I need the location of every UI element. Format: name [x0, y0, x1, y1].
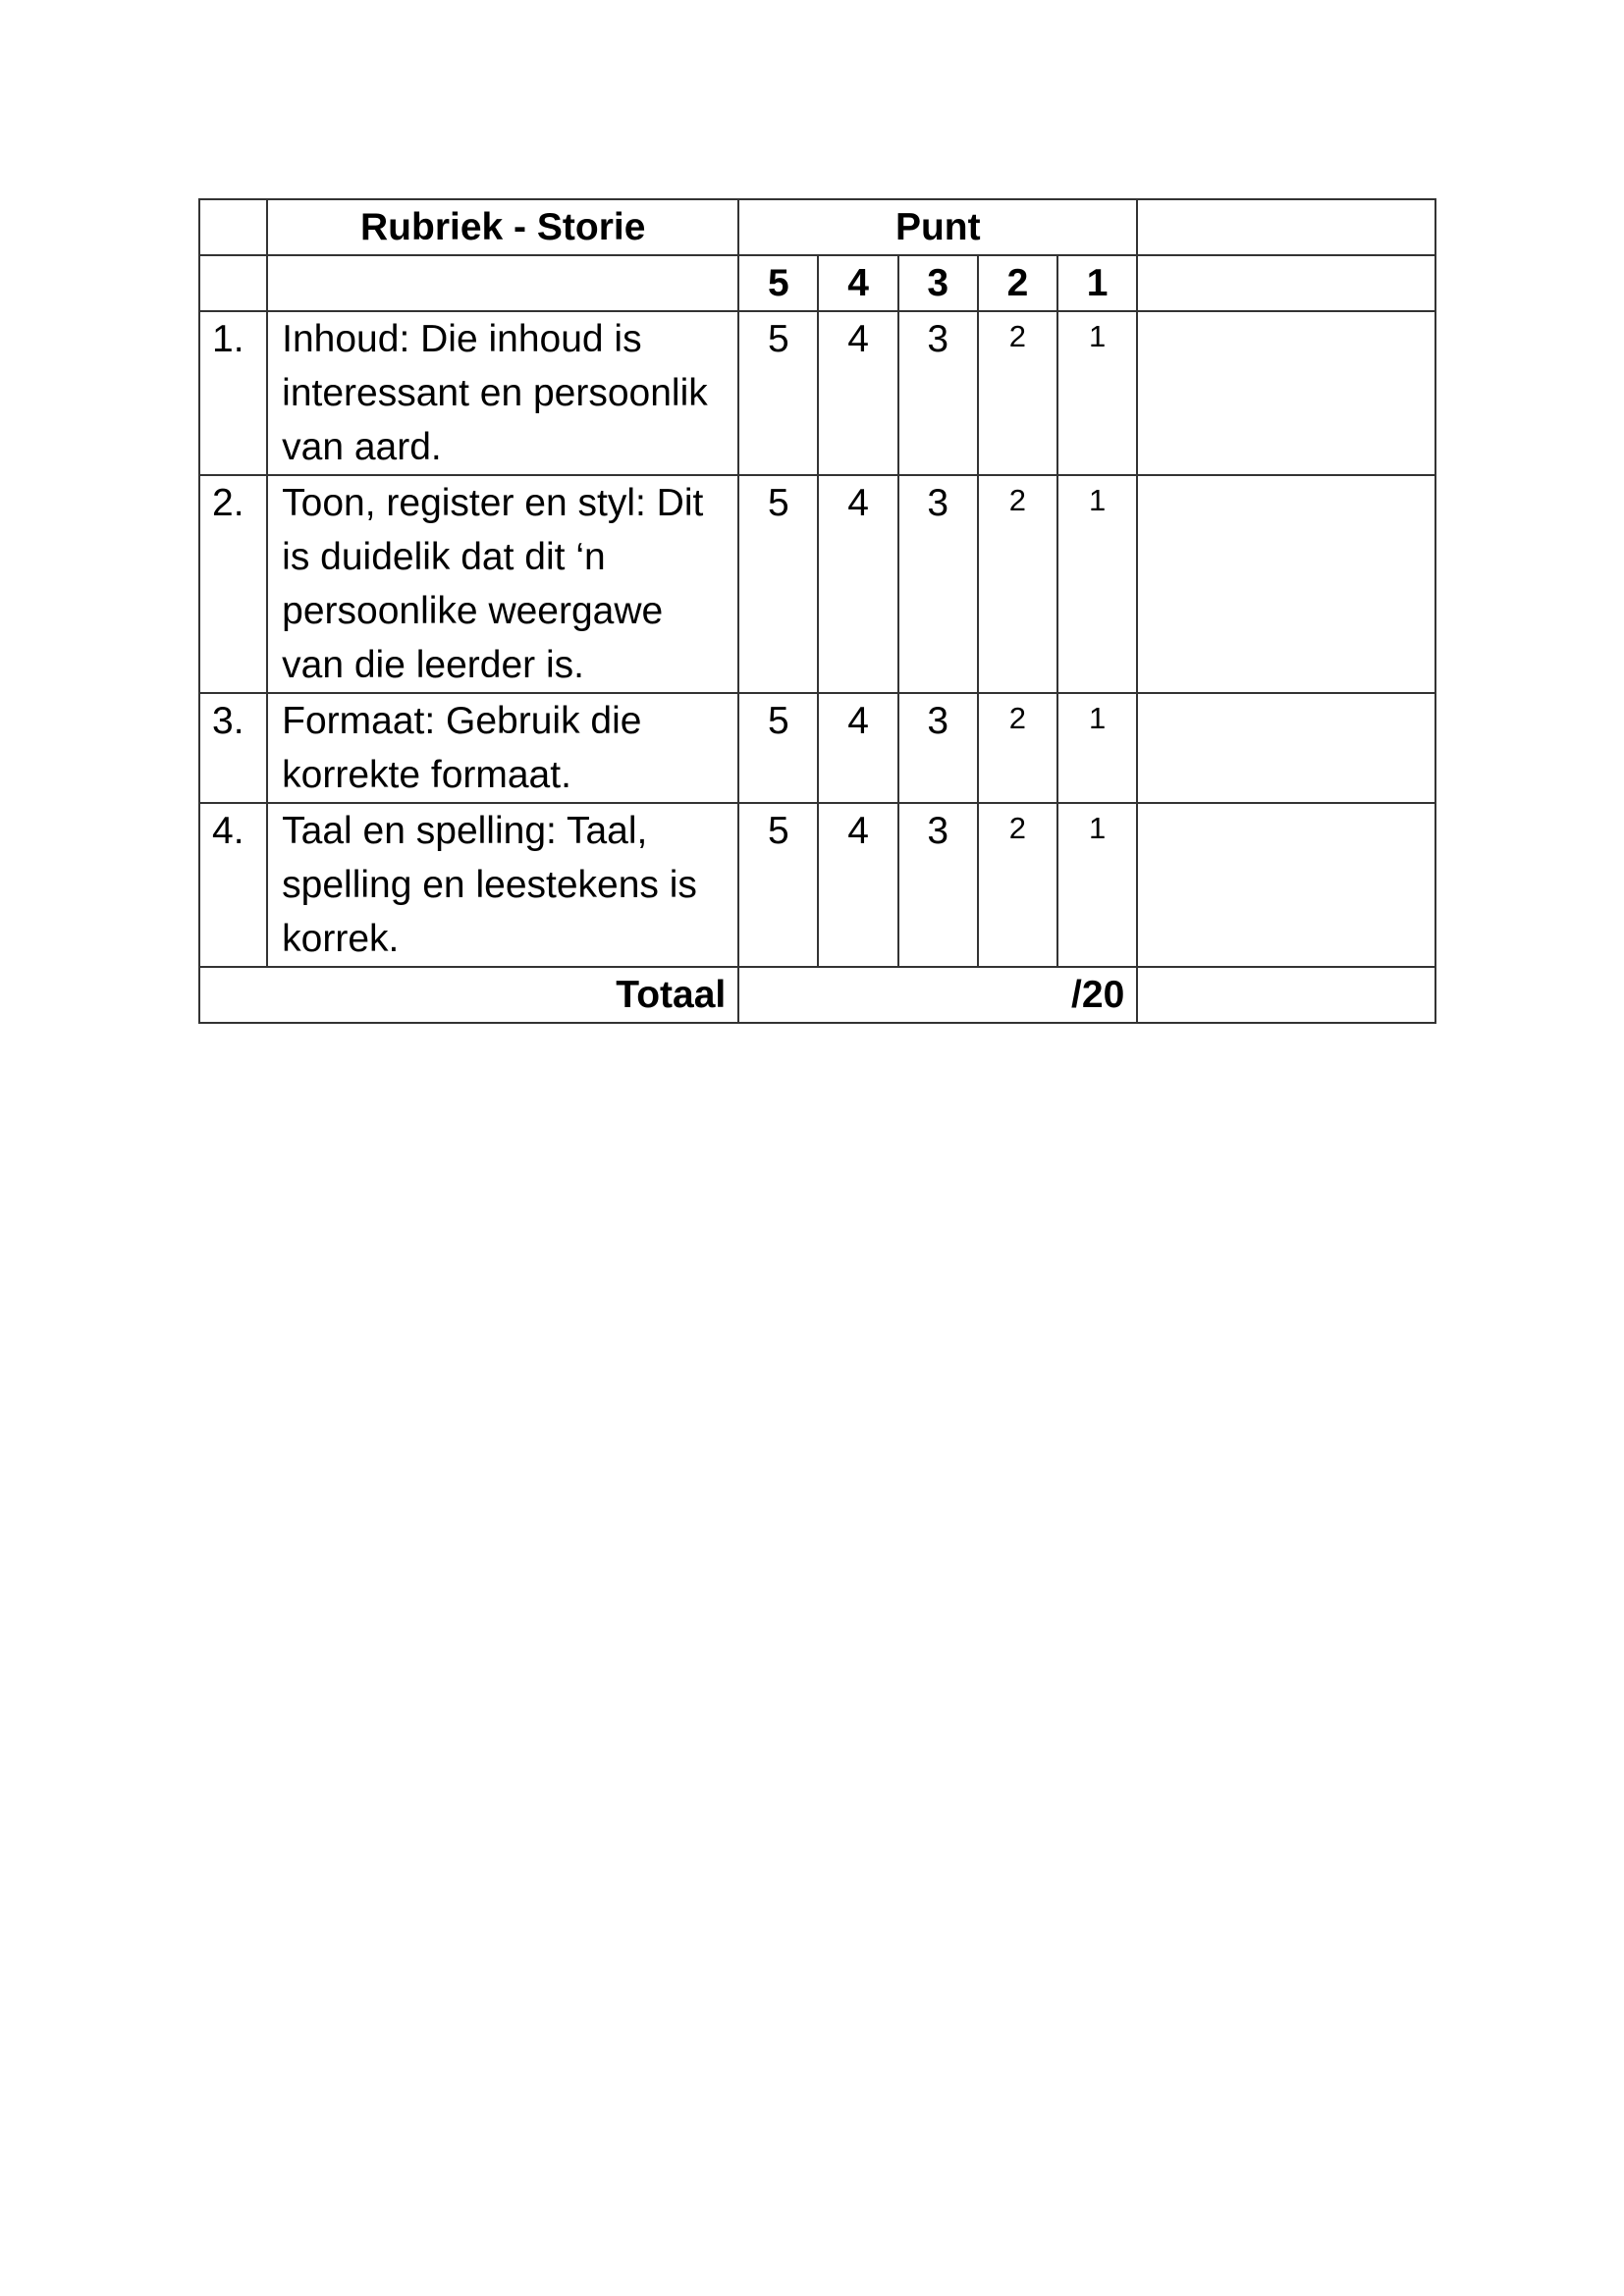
comment-cell — [1137, 967, 1435, 1023]
score-option[interactable]: 5 — [738, 693, 818, 803]
score-option[interactable]: 2 — [978, 475, 1057, 693]
score-option[interactable]: 1 — [1057, 803, 1137, 967]
score-option[interactable]: 4 — [818, 803, 897, 967]
comment-cell — [1137, 255, 1435, 311]
score-column-1: 1 — [1057, 255, 1137, 311]
criterion-description: Taal en spelling: Taal, spelling en leestekens is korrek. — [267, 803, 738, 967]
criterion-description: Inhoud: Die inhoud is interessant en persoonlik van aard. — [267, 311, 738, 475]
score-option[interactable]: 1 — [1057, 693, 1137, 803]
comment-cell — [1137, 199, 1435, 255]
score-column-5: 5 — [738, 255, 818, 311]
score-option[interactable]: 3 — [898, 311, 978, 475]
comment-cell — [1137, 693, 1435, 803]
criterion-number: 2. — [199, 475, 267, 693]
score-option[interactable]: 2 — [978, 693, 1057, 803]
total-value: /20 — [738, 967, 1137, 1023]
score-option[interactable]: 1 — [1057, 311, 1137, 475]
score-option[interactable]: 4 — [818, 693, 897, 803]
criterion-description: Formaat: Gebruik die korrekte formaat. — [267, 693, 738, 803]
criterion-number: 4. — [199, 803, 267, 967]
score-header: Punt — [738, 199, 1137, 255]
table-row — [199, 475, 1435, 693]
empty-cell — [199, 199, 267, 255]
total-label: Totaal — [199, 967, 738, 1023]
score-option[interactable]: 5 — [738, 475, 818, 693]
score-column-header-row — [199, 255, 1435, 311]
table-row — [199, 311, 1435, 475]
criterion-number: 1. — [199, 311, 267, 475]
comment-cell — [1137, 311, 1435, 475]
score-option[interactable]: 2 — [978, 311, 1057, 475]
score-option[interactable]: 2 — [978, 803, 1057, 967]
score-column-4: 4 — [818, 255, 897, 311]
score-option[interactable]: 4 — [818, 475, 897, 693]
score-option[interactable]: 1 — [1057, 475, 1137, 693]
rubric-title: Rubriek - Storie — [267, 199, 738, 255]
criterion-description: Toon, register en styl: Dit is duidelik dat dit ‘n persoonlike weergawe van die leerder is. — [267, 475, 738, 693]
total-row — [199, 967, 1435, 1023]
score-option[interactable]: 5 — [738, 311, 818, 475]
score-option[interactable]: 4 — [818, 311, 897, 475]
score-column-3: 3 — [898, 255, 978, 311]
comment-cell — [1137, 475, 1435, 693]
rubric-table — [198, 198, 1436, 1024]
score-option[interactable]: 5 — [738, 803, 818, 967]
score-option[interactable]: 3 — [898, 803, 978, 967]
empty-cell — [267, 255, 738, 311]
score-option[interactable]: 3 — [898, 475, 978, 693]
table-row — [199, 803, 1435, 967]
empty-cell — [199, 255, 267, 311]
comment-cell — [1137, 803, 1435, 967]
criterion-number: 3. — [199, 693, 267, 803]
score-column-2: 2 — [978, 255, 1057, 311]
header-row — [199, 199, 1435, 255]
table-row — [199, 693, 1435, 803]
score-option[interactable]: 3 — [898, 693, 978, 803]
